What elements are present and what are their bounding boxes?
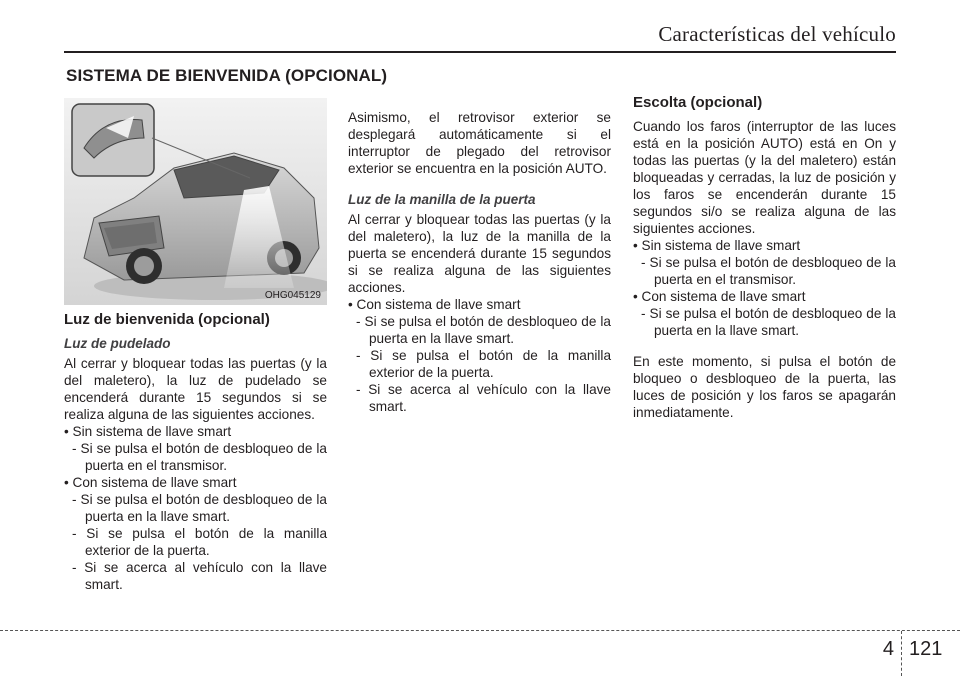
paragraph: Asimismo, el retrovisor exterior se desplegará automáticamente si el interruptor de plegado del retrovisor exterior se encuentra en la posición AUTO. bbox=[348, 110, 611, 176]
column-2 bbox=[348, 109, 611, 415]
paragraph: En este momento, si pulsa el botón de bloqueo o desbloqueo de la puerta, las luces de posición y los faros se apagarán inmediatamente. bbox=[633, 354, 896, 420]
heading-escort: Escolta (opcional) bbox=[633, 94, 763, 111]
sub-list-item: - Si se pulsa el botón de la manilla exterior de la puerta. bbox=[72, 526, 327, 558]
car-drawing bbox=[64, 98, 327, 305]
sub-list-item: - Si se acerca al vehículo con la llave smart. bbox=[356, 382, 611, 414]
list-item: • Sin sistema de llave smart bbox=[64, 424, 232, 439]
list-item: • Con sistema de llave smart bbox=[64, 475, 237, 490]
column-3 bbox=[633, 93, 896, 421]
sub-list-item: - Si se pulsa el botón de desbloqueo de la puerta en la llave smart. bbox=[356, 314, 611, 346]
page-number: 121 bbox=[909, 638, 943, 660]
header-rule bbox=[64, 51, 896, 53]
paragraph: Al cerrar y bloquear todas las puertas (y la del maletero), la luz de pudelado se encenderá durante 15 segundos si se realiza alguna de las siguientes acciones. bbox=[64, 356, 327, 422]
paragraph: Cuando los faros (interruptor de las luces está en la posición AUTO) está en On y todas las puertas (y la del maletero) están bloqueadas y cerradas, la luz de posición y los faros se encenderán durante 15 segundos si/o se realiza alguna de las siguientes acciones. bbox=[633, 119, 896, 236]
sub-list-item: - Si se pulsa el botón de desbloqueo de la puerta en la llave smart. bbox=[641, 306, 896, 338]
heading-welcome-light: Luz de bienvenida (opcional) bbox=[64, 311, 270, 328]
chapter-number: 4 bbox=[882, 638, 894, 660]
list-item: • Sin sistema de llave smart bbox=[633, 238, 801, 253]
paragraph: Al cerrar y bloquear todas las puertas (y la del maletero), la luz de la manilla de la puerta se encenderá durante 15 segundos si se realiza alguna de las siguientes acciones. bbox=[348, 212, 611, 295]
sub-list-item: - Si se pulsa el botón de desbloqueo de la puerta en la llave smart. bbox=[72, 492, 327, 524]
sub-list-item: - Si se pulsa el botón de desbloqueo de la puerta en el transmisor. bbox=[641, 255, 896, 287]
footer-divider bbox=[901, 631, 902, 676]
list-item: • Con sistema de llave smart bbox=[348, 297, 521, 312]
subheading-puddle-lamp: Luz de pudelado bbox=[64, 336, 171, 351]
sub-list-item: - Si se pulsa el botón de la manilla exterior de la puerta. bbox=[356, 348, 611, 380]
chapter-title: Características del vehículo bbox=[658, 22, 896, 46]
section-title: SISTEMA DE BIENVENIDA (OPCIONAL) bbox=[66, 66, 388, 85]
column-1 bbox=[64, 310, 327, 593]
subheading-door-handle-light: Luz de la manilla de la puerta bbox=[348, 192, 536, 207]
footer-rule bbox=[0, 630, 960, 631]
sub-list-item: - Si se acerca al vehículo con la llave smart. bbox=[72, 560, 327, 592]
list-item: • Con sistema de llave smart bbox=[633, 289, 806, 304]
figure-code: OHG045129 bbox=[264, 290, 321, 301]
car-illustration bbox=[64, 98, 327, 305]
sub-list-item: - Si se pulsa el botón de desbloqueo de la puerta en el transmisor. bbox=[72, 441, 327, 473]
